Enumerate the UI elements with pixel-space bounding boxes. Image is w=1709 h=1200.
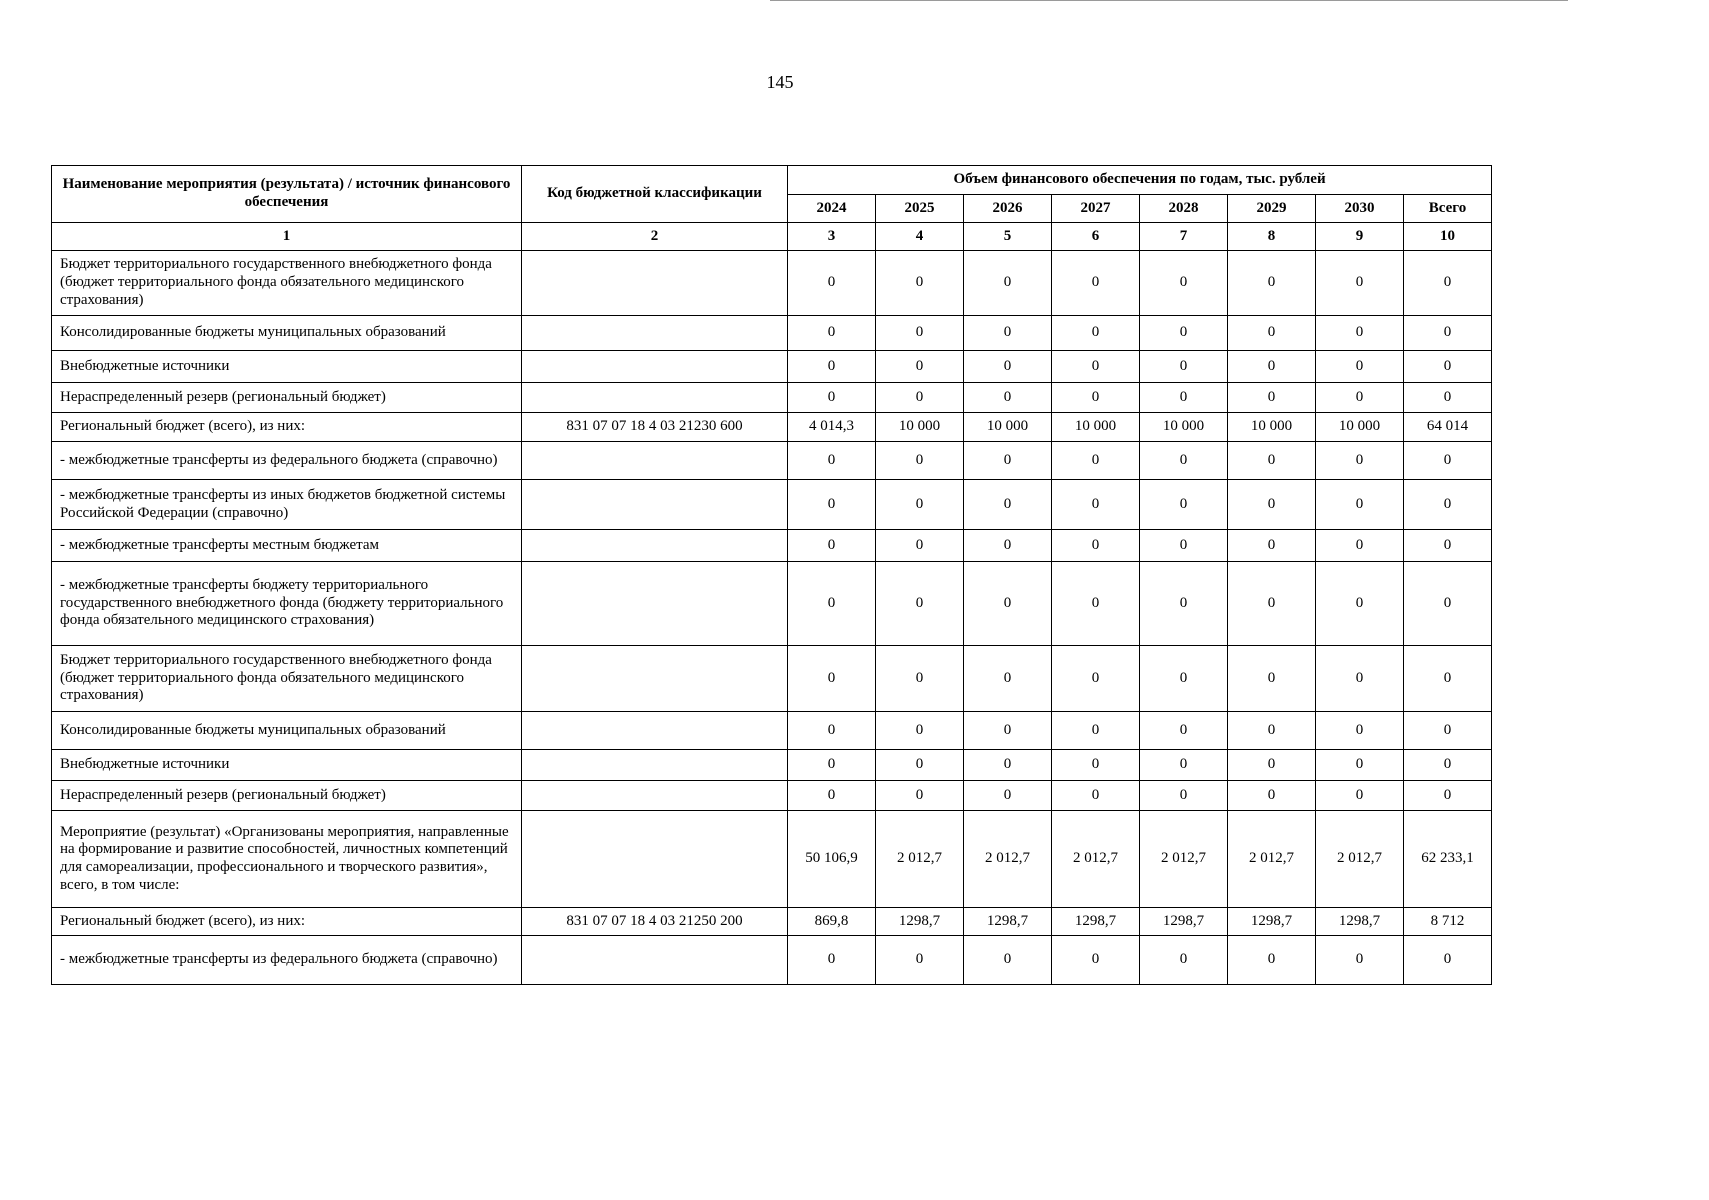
row-value-cell: 0 [1228,251,1316,316]
header-total: Всего [1404,195,1492,223]
row-value-cell: 0 [1052,251,1140,316]
row-value-cell: 0 [788,712,876,750]
row-value-cell: 0 [964,530,1052,562]
row-name-cell: Нераспределенный резерв (региональный бюджет) [52,781,522,811]
row-value-cell: 0 [1052,442,1140,480]
row-value-cell: 0 [1052,712,1140,750]
row-value-cell: 0 [964,781,1052,811]
table-row [52,442,1492,480]
row-name-cell: - межбюджетные трансферты из иных бюджетов бюджетной системы Российской Федерации (справочно) [52,480,522,530]
row-value-cell: 1298,7 [1228,908,1316,936]
row-total-cell: 0 [1404,251,1492,316]
row-code-cell [522,316,788,351]
row-value-cell: 0 [1316,251,1404,316]
table-body [52,251,1492,985]
row-value-cell: 10 000 [1140,413,1228,442]
row-value-cell: 0 [1052,750,1140,781]
row-value-cell: 4 014,3 [788,413,876,442]
row-value-cell: 0 [964,442,1052,480]
row-name-cell: - межбюджетные трансферты местным бюджетам [52,530,522,562]
row-value-cell: 0 [876,781,964,811]
table-row [52,562,1492,646]
row-value-cell: 0 [1228,750,1316,781]
row-value-cell: 0 [1140,750,1228,781]
row-value-cell: 1298,7 [1140,908,1228,936]
row-value-cell: 0 [1228,351,1316,383]
row-value-cell: 0 [788,646,876,712]
column-number: 5 [964,223,1052,251]
row-value-cell: 0 [1316,383,1404,413]
row-value-cell: 1298,7 [964,908,1052,936]
row-value-cell: 0 [788,562,876,646]
table-row [52,383,1492,413]
row-value-cell: 0 [1052,480,1140,530]
row-name-cell: - межбюджетные трансферты из федерального бюджета (справочно) [52,936,522,985]
row-total-cell: 0 [1404,562,1492,646]
row-value-cell: 0 [1052,383,1140,413]
row-value-cell: 0 [1228,442,1316,480]
row-value-cell: 0 [1140,251,1228,316]
row-value-cell: 0 [964,351,1052,383]
row-total-cell: 64 014 [1404,413,1492,442]
row-value-cell: 0 [1316,442,1404,480]
row-total-cell: 0 [1404,712,1492,750]
row-value-cell: 2 012,7 [876,811,964,908]
row-value-cell: 0 [1316,480,1404,530]
row-value-cell: 0 [1052,351,1140,383]
row-name-cell: Региональный бюджет (всего), из них: [52,908,522,936]
row-value-cell: 0 [876,442,964,480]
row-value-cell: 0 [1316,351,1404,383]
header-year: 2026 [964,195,1052,223]
row-value-cell: 0 [964,383,1052,413]
row-value-cell: 0 [1316,562,1404,646]
row-name-cell: - межбюджетные трансферты из федерального бюджета (справочно) [52,442,522,480]
row-code-cell [522,480,788,530]
row-value-cell: 0 [1140,383,1228,413]
row-total-cell: 62 233,1 [1404,811,1492,908]
row-code-cell [522,251,788,316]
row-value-cell: 1298,7 [1316,908,1404,936]
column-number: 1 [52,223,522,251]
row-code-cell [522,351,788,383]
row-value-cell: 0 [1316,646,1404,712]
row-value-cell: 869,8 [788,908,876,936]
header-name-column: Наименование мероприятия (результата) / источник финансового обеспечения [52,166,522,223]
row-code-cell [522,646,788,712]
row-value-cell: 0 [1140,781,1228,811]
column-number: 2 [522,223,788,251]
row-total-cell: 0 [1404,383,1492,413]
row-value-cell: 50 106,9 [788,811,876,908]
row-total-cell: 0 [1404,351,1492,383]
row-value-cell: 1298,7 [1052,908,1140,936]
row-code-cell [522,383,788,413]
column-number: 9 [1316,223,1404,251]
column-number: 3 [788,223,876,251]
row-value-cell: 0 [1228,383,1316,413]
row-total-cell: 0 [1404,316,1492,351]
column-number: 10 [1404,223,1492,251]
row-value-cell: 0 [964,251,1052,316]
row-code-cell: 831 07 07 18 4 03 21230 600 [522,413,788,442]
row-value-cell: 0 [1228,530,1316,562]
row-value-cell: 0 [1140,562,1228,646]
row-name-cell: Внебюджетные источники [52,750,522,781]
row-value-cell: 0 [964,712,1052,750]
row-value-cell: 0 [788,480,876,530]
row-value-cell: 0 [1140,351,1228,383]
row-value-cell: 0 [1228,480,1316,530]
header-year: 2028 [1140,195,1228,223]
row-value-cell: 0 [788,442,876,480]
row-value-cell: 10 000 [964,413,1052,442]
row-value-cell: 2 012,7 [1052,811,1140,908]
row-value-cell: 0 [1228,712,1316,750]
row-value-cell: 0 [876,646,964,712]
page-number: 145 [766,72,794,92]
row-value-cell: 0 [1228,316,1316,351]
row-code-cell [522,781,788,811]
row-value-cell: 0 [1052,562,1140,646]
header-year: 2029 [1228,195,1316,223]
row-total-cell: 0 [1404,646,1492,712]
column-number: 6 [1052,223,1140,251]
row-value-cell: 0 [1140,646,1228,712]
table-row [52,750,1492,781]
row-code-cell [522,442,788,480]
financing-table [51,165,1492,985]
row-value-cell: 2 012,7 [1228,811,1316,908]
row-value-cell: 0 [1316,712,1404,750]
row-value-cell: 0 [1228,781,1316,811]
row-value-cell: 0 [788,383,876,413]
row-value-cell: 0 [1316,936,1404,985]
table-row [52,908,1492,936]
row-value-cell: 0 [876,530,964,562]
row-value-cell: 0 [788,316,876,351]
row-code-cell: 831 07 07 18 4 03 21250 200 [522,908,788,936]
row-value-cell: 0 [1052,781,1140,811]
row-value-cell: 0 [788,530,876,562]
row-code-cell [522,712,788,750]
row-value-cell: 0 [876,936,964,985]
header-financing-group: Объем финансового обеспечения по годам, тыс. рублей [788,166,1492,195]
row-value-cell: 0 [964,480,1052,530]
column-number: 7 [1140,223,1228,251]
row-name-cell: Бюджет территориального государственного внебюджетного фонда (бюджет территориального фонда обязательного медицинского страхования) [52,646,522,712]
row-value-cell: 0 [1052,316,1140,351]
row-value-cell: 0 [964,316,1052,351]
table-row [52,351,1492,383]
row-value-cell: 0 [788,750,876,781]
row-code-cell [522,530,788,562]
row-name-cell: Консолидированные бюджеты муниципальных образований [52,712,522,750]
row-value-cell: 0 [1140,480,1228,530]
row-value-cell: 0 [1316,781,1404,811]
row-value-cell: 0 [1316,316,1404,351]
row-value-cell: 0 [1052,646,1140,712]
row-value-cell: 0 [876,712,964,750]
row-total-cell: 0 [1404,781,1492,811]
row-value-cell: 0 [1052,530,1140,562]
header-year: 2030 [1316,195,1404,223]
table-row [52,811,1492,908]
row-value-cell: 0 [964,750,1052,781]
table-row [52,712,1492,750]
row-name-cell: Мероприятие (результат) «Организованы мероприятия, направленные на формирование и развитие способностей, личностных компетенций для самореализации, профессионального и творческого развития», всего, в том числе: [52,811,522,908]
column-number: 8 [1228,223,1316,251]
column-numbers-row [52,223,1492,251]
table-row [52,316,1492,351]
top-rule [770,0,1568,1]
row-value-cell: 10 000 [1052,413,1140,442]
row-value-cell: 0 [876,383,964,413]
row-code-cell [522,936,788,985]
row-name-cell: - межбюджетные трансферты бюджету территориального государственного внебюджетного фонда (бюджету территориального фонда обязательного медицинского страхования) [52,562,522,646]
header-year: 2024 [788,195,876,223]
row-name-cell: Бюджет территориального государственного внебюджетного фонда (бюджет территориального фонда обязательного медицинского страхования) [52,251,522,316]
row-name-cell: Региональный бюджет (всего), из них: [52,413,522,442]
row-value-cell: 1298,7 [876,908,964,936]
row-value-cell: 0 [1140,442,1228,480]
row-value-cell: 2 012,7 [1140,811,1228,908]
table-row [52,936,1492,985]
row-value-cell: 0 [1228,936,1316,985]
row-total-cell: 0 [1404,936,1492,985]
row-value-cell: 0 [1140,530,1228,562]
row-value-cell: 0 [964,562,1052,646]
row-value-cell: 0 [1140,936,1228,985]
row-total-cell: 8 712 [1404,908,1492,936]
row-value-cell: 0 [1228,562,1316,646]
row-value-cell: 0 [788,781,876,811]
row-value-cell: 2 012,7 [964,811,1052,908]
row-value-cell: 10 000 [1316,413,1404,442]
row-value-cell: 0 [1140,712,1228,750]
row-name-cell: Внебюджетные источники [52,351,522,383]
row-value-cell: 0 [1052,936,1140,985]
row-total-cell: 0 [1404,442,1492,480]
row-code-cell [522,562,788,646]
header-row [52,166,1492,195]
row-value-cell: 0 [964,646,1052,712]
row-code-cell [522,811,788,908]
row-value-cell: 10 000 [1228,413,1316,442]
row-value-cell: 0 [876,316,964,351]
row-value-cell: 0 [1140,316,1228,351]
row-value-cell: 10 000 [876,413,964,442]
row-value-cell: 0 [788,936,876,985]
row-name-cell: Нераспределенный резерв (региональный бюджет) [52,383,522,413]
table-row [52,530,1492,562]
row-total-cell: 0 [1404,750,1492,781]
row-value-cell: 0 [876,351,964,383]
row-value-cell: 0 [788,251,876,316]
row-value-cell: 0 [788,351,876,383]
table-row [52,646,1492,712]
table-row [52,781,1492,811]
row-value-cell: 2 012,7 [1316,811,1404,908]
table-row [52,480,1492,530]
row-value-cell: 0 [876,251,964,316]
row-value-cell: 0 [876,480,964,530]
row-name-cell: Консолидированные бюджеты муниципальных образований [52,316,522,351]
header-code-column: Код бюджетной классификации [522,166,788,223]
column-number: 4 [876,223,964,251]
row-value-cell: 0 [1316,750,1404,781]
row-value-cell: 0 [964,936,1052,985]
row-value-cell: 0 [1316,530,1404,562]
header-year: 2027 [1052,195,1140,223]
row-code-cell [522,750,788,781]
row-value-cell: 0 [1228,646,1316,712]
row-value-cell: 0 [876,562,964,646]
table-row [52,413,1492,442]
row-total-cell: 0 [1404,480,1492,530]
header-year: 2025 [876,195,964,223]
table-row [52,251,1492,316]
row-value-cell: 0 [876,750,964,781]
row-total-cell: 0 [1404,530,1492,562]
